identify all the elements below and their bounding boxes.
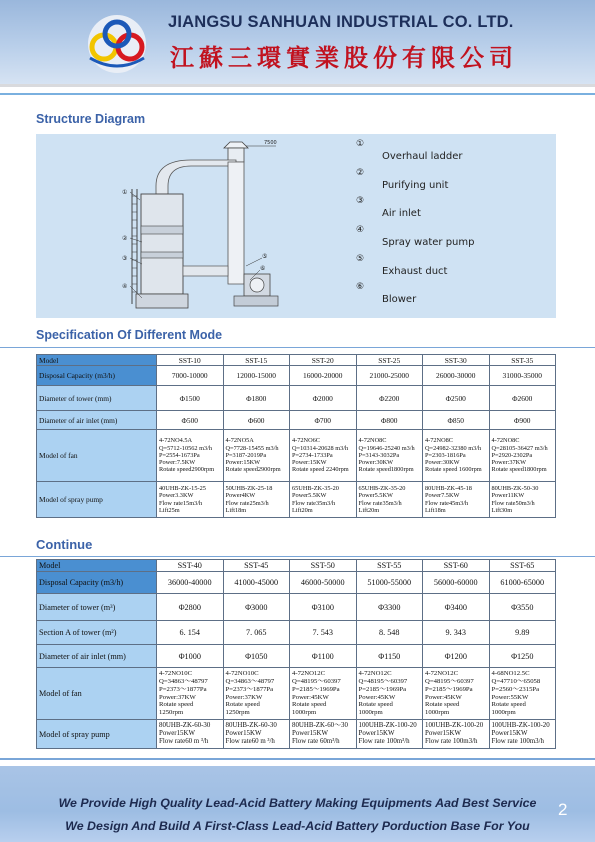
fan-line: Power:37KW	[491, 459, 527, 467]
pump-line: 65UHB-ZK-35-20	[292, 485, 339, 493]
fan-line: Q=34863～48797	[159, 677, 208, 685]
table-cell: 21000-25000	[356, 366, 423, 386]
fan-line: Power:55KW	[491, 693, 529, 701]
legend-item	[356, 195, 546, 224]
fan-line: Rotate speed	[159, 701, 194, 709]
fan-cell	[223, 430, 290, 482]
pump-line: 100UHB-ZK-100-20	[491, 722, 550, 729]
table-cell: 36000-40000	[157, 572, 224, 594]
table-cell: 31000-35000	[489, 366, 556, 386]
fan-line: 4-72NO8C	[491, 437, 520, 445]
fan-line: P=2920-2302Pa	[491, 451, 533, 459]
continue-title: Continue	[36, 537, 93, 552]
row-header-model: Model	[37, 560, 157, 572]
spec-rule	[0, 347, 595, 348]
pump-line: Lift20m	[292, 506, 313, 514]
fan-line: Power:7.5KW	[159, 459, 196, 467]
pump-line: Power7.5KW	[425, 492, 460, 500]
table-row	[37, 411, 556, 430]
table-cell: Φ3100	[290, 594, 357, 621]
fan-line: 4-72NO5A	[225, 437, 254, 445]
fan-cell	[489, 430, 556, 482]
fan-line: Q=48195～60397	[358, 677, 408, 685]
legend-item	[356, 167, 546, 196]
legend-number: ⑤	[356, 253, 365, 264]
table-row	[37, 572, 556, 594]
slogan-line-1: We Provide High Quality Lead-Acid Battery Making Equipments Aad Best Service	[58, 796, 537, 810]
pump-line: Power5.5KW	[292, 492, 327, 500]
table-cell: SST-60	[423, 560, 490, 572]
pump-line: Flow rate60 m ³/h	[159, 738, 209, 745]
table-cell: Φ1100	[290, 645, 357, 668]
pump-cell	[489, 482, 556, 518]
table-cell: Φ2600	[489, 386, 556, 411]
fan-line: Power:30KW	[425, 459, 460, 467]
fan-line: Q=10314-20628 m3/h	[292, 444, 349, 452]
fan-line: 4-72NO12C	[425, 670, 459, 678]
table-cell: SST-35	[489, 355, 556, 366]
fan-line: 1000rpm	[491, 709, 516, 717]
legend-number: ⑥	[356, 282, 365, 293]
fan-line: Q=48195～60397	[425, 677, 474, 685]
legend-item	[356, 253, 546, 282]
fan-cell	[290, 668, 357, 720]
pump-line: Flow rate50m3/h	[491, 499, 535, 507]
table-cell: SST-50	[290, 560, 357, 572]
company-logo	[84, 14, 150, 76]
pump-line: Lift20m	[358, 506, 380, 514]
table-cell: 12000-15000	[223, 366, 290, 386]
fan-line: P=2373～1877Pa	[225, 685, 274, 693]
pump-line: Power15KW	[159, 730, 195, 737]
fan-line: Power:45KW	[425, 693, 462, 701]
fan-line: Rotate speed2900rpm	[225, 466, 281, 474]
pump-line: Lift18m	[225, 506, 247, 514]
fan-line: Q=19646-25240 m3/h	[358, 444, 415, 452]
fan-line: Power:37KW	[225, 693, 263, 701]
fan-line: Rotate speed1800rpm	[358, 466, 414, 474]
legend-label: Spray water pump	[382, 237, 475, 249]
legend-number: ③	[356, 196, 365, 207]
legend-label: Exhaust duct	[382, 265, 448, 277]
table-row	[37, 482, 556, 518]
fan-line: 4-72NO10C	[225, 670, 259, 678]
pump-line: Flow rate 100m3/h	[491, 738, 544, 745]
table-cell: SST-40	[157, 560, 224, 572]
callout-2: ②	[122, 235, 128, 242]
table-cell: 16000-20000	[290, 366, 357, 386]
fan-line: Q=7728-15455 m3/h	[225, 444, 279, 452]
pump-cell	[223, 720, 290, 749]
row-header-section: Section A of tower (m²)	[37, 621, 157, 645]
table-cell: 41000-45000	[223, 572, 290, 594]
table-row	[37, 668, 556, 720]
table-cell: 9.89	[489, 621, 556, 645]
dimension-label: 7500	[264, 140, 277, 146]
fan-line: 1000rpm	[358, 709, 383, 717]
table-cell: 51000-55000	[356, 572, 423, 594]
fan-cell	[489, 668, 556, 720]
table-cell: Φ3550	[489, 594, 556, 621]
table-cell: Φ2000	[290, 386, 357, 411]
fan-line: P=2554-1673Pa	[159, 451, 200, 459]
fan-cell	[157, 430, 224, 482]
fan-line: Rotate speed1800rpm	[491, 466, 547, 474]
table-cell: 7. 543	[290, 621, 357, 645]
spec-table	[36, 354, 556, 518]
fan-line: 4-72NO4.5A	[159, 437, 193, 445]
legend-label: Blower	[382, 294, 417, 306]
table-cell: Φ500	[157, 411, 224, 430]
row-header-capacity: Disposal Capacity (m3/h)	[37, 572, 157, 594]
fan-line: Power:15KW	[292, 459, 327, 467]
fan-line: Rotate speed	[225, 701, 260, 709]
table-cell: Φ2500	[423, 386, 490, 411]
table-cell: Φ1200	[423, 645, 490, 668]
fan-line: Rotate speed 1600rpm	[425, 466, 482, 474]
fan-line: Rotate speed	[292, 701, 327, 709]
pump-line: Flow rate15m3/h	[159, 499, 203, 507]
fan-cell	[290, 430, 357, 482]
table-cell: Φ1250	[489, 645, 556, 668]
fan-line: Q=24982-32380 m3/h	[425, 444, 482, 452]
fan-cell	[423, 668, 490, 720]
row-header-tower: Diameter of tower (mm)	[37, 386, 157, 411]
table-cell: SST-45	[223, 560, 290, 572]
pump-line: 100UHB-ZK-100-20	[425, 722, 484, 729]
fan-line: P=2560～2315Pa	[491, 685, 540, 693]
fan-line: P=2185～1969Pa	[292, 685, 340, 693]
pump-line: Flow rate60 m ³/h	[225, 738, 275, 745]
fan-line: Q=28105-36427 m3/h	[491, 444, 548, 452]
fan-line: P=2303-1816Pa	[425, 451, 466, 459]
table-cell: 46000-50000	[290, 572, 357, 594]
fan-line: 4-72NO8C	[358, 437, 387, 445]
pump-line: Flow rate 60m³/h	[292, 738, 340, 745]
diagram-legend	[356, 138, 546, 310]
fan-line: 4-72NO8C	[425, 437, 453, 445]
fan-line: Power:37KW	[159, 693, 196, 701]
fan-line: 4-72NO12C	[292, 670, 326, 678]
company-name-english: JIANGSU SANHUAN INDUSTRIAL CO. LTD.	[168, 13, 514, 31]
structure-diagram-title: Structure Diagram	[36, 112, 146, 126]
pump-line: 40UHB-ZK-15-25	[159, 485, 206, 493]
callout-3: ③	[122, 255, 128, 262]
table-row	[37, 430, 556, 482]
table-cell: Φ1000	[157, 645, 224, 668]
pump-line: Power15KW	[292, 730, 328, 737]
row-header-model: Model	[37, 355, 157, 366]
table-cell: Φ1500	[157, 386, 224, 411]
callout-6: ⑥	[260, 265, 266, 272]
pump-line: 65UHB-ZK-35-20	[358, 485, 406, 493]
table-cell: SST-25	[356, 355, 423, 366]
table-row	[37, 645, 556, 668]
pump-cell	[157, 720, 224, 749]
fan-cell	[157, 668, 224, 720]
page-header	[0, 0, 595, 84]
table-cell: SST-20	[290, 355, 357, 366]
legend-label: Purifying unit	[382, 179, 449, 191]
pump-cell	[423, 720, 490, 749]
fan-line: Rotate speed 2240rpm	[292, 466, 349, 474]
callout-1: ①	[122, 189, 128, 196]
slogan-line-2: We Design And Build A First-Class Lead-Acid Battery Porduction Base For You	[65, 819, 530, 833]
pump-line: Flow rate 100m3/h	[425, 738, 478, 745]
pump-cell	[157, 482, 224, 518]
table-cell: SST-15	[223, 355, 290, 366]
table-cell: 6. 154	[157, 621, 224, 645]
company-name-chinese: 江蘇三環實業股份有限公司	[170, 43, 518, 72]
footer-rule	[0, 758, 595, 760]
row-header-fan: Model of fan	[37, 430, 157, 482]
pump-cell	[290, 482, 357, 518]
pump-line: 80UHB-ZK-60～30	[292, 722, 348, 729]
legend-label: Overhaul ladder	[382, 151, 463, 162]
fan-line: Rotate speed	[425, 701, 460, 709]
table-cell: Φ3400	[423, 594, 490, 621]
row-header-fan: Model of fan	[37, 668, 157, 720]
pump-line: 80UHB-ZK-60-30	[225, 722, 277, 729]
row-header-inlet: Diameter of air inlet (mm)	[37, 645, 157, 668]
fan-line: P=2734-1733Pa	[292, 451, 333, 459]
fan-line: Power:45KW	[292, 693, 329, 701]
pump-line: Flow rate45m3/h	[425, 499, 469, 507]
table-cell: 7. 065	[223, 621, 290, 645]
pump-line: Power5.5KW	[358, 492, 393, 500]
legend-label: Air inlet	[382, 208, 421, 220]
fan-line: P=2185～1969Pa	[358, 685, 407, 693]
table-cell: SST-30	[423, 355, 490, 366]
table-cell: Φ800	[356, 411, 423, 430]
pump-line: Power15KW	[491, 730, 528, 737]
fan-line: Q=5712-10562 m3/h	[159, 444, 213, 452]
table-cell: Φ2200	[356, 386, 423, 411]
legend-item	[356, 224, 546, 253]
fan-cell	[356, 668, 423, 720]
header-rule	[0, 93, 595, 95]
pump-line: Power3.3KW	[159, 492, 194, 500]
legend-number: ④	[356, 225, 365, 236]
pump-line: 50UHB-ZK-25-18	[225, 485, 273, 493]
table-cell: 61000-65000	[489, 572, 556, 594]
legend-number: ②	[356, 167, 365, 178]
specification-title: Specification Of Different Mode	[36, 328, 223, 342]
pump-line: Flow rate25m3/h	[225, 499, 269, 507]
pump-cell	[356, 720, 423, 749]
row-header-tower: Diameter of tower (m³)	[37, 594, 157, 621]
table-cell: 9. 343	[423, 621, 490, 645]
fan-cell	[356, 430, 423, 482]
table-row	[37, 720, 556, 749]
row-header-pump: Model of spray pump	[37, 720, 157, 749]
pump-line: Power15KW	[225, 730, 262, 737]
table-row	[37, 386, 556, 411]
table-cell: Φ2800	[157, 594, 224, 621]
table-row	[37, 366, 556, 386]
fan-line: 4-68NO12.5C	[491, 670, 530, 678]
table-cell: Φ1150	[356, 645, 423, 668]
fan-line: Power:30KW	[358, 459, 394, 467]
pump-line: Power4KW	[225, 492, 256, 500]
pump-line: 100UHB-ZK-100-20	[358, 722, 417, 729]
table-cell: Φ600	[223, 411, 290, 430]
pump-line: Power15KW	[358, 730, 395, 737]
fan-line: Q=34863～48797	[225, 677, 275, 685]
legend-number: ①	[356, 139, 365, 149]
legend-item	[356, 138, 546, 167]
fan-line: 1000rpm	[292, 709, 317, 717]
table-cell: Φ3300	[356, 594, 423, 621]
table-cell: Φ850	[423, 411, 490, 430]
fan-line: P=3143-3032Pa	[358, 451, 400, 459]
page-number: 2	[558, 800, 568, 819]
fan-cell	[223, 668, 290, 720]
pump-cell	[356, 482, 423, 518]
table-row	[37, 594, 556, 621]
table-cell: Φ900	[489, 411, 556, 430]
fan-line: Rotate speed2900rpm	[159, 466, 215, 474]
pump-cell	[423, 482, 490, 518]
continue-table	[36, 559, 556, 749]
table-cell: 56000-60000	[423, 572, 490, 594]
table-cell: Φ1800	[223, 386, 290, 411]
pump-line: Lift18m	[425, 506, 446, 514]
table-cell: Φ1050	[223, 645, 290, 668]
pump-line: Flow rate35m3/h	[358, 499, 402, 507]
pump-line: Lift30m	[491, 506, 513, 514]
pump-line: Flow rate35m3/h	[292, 499, 336, 507]
pump-cell	[223, 482, 290, 518]
row-header-capacity: Disposal Capacity (m3/h)	[37, 366, 157, 386]
table-cell: 8. 548	[356, 621, 423, 645]
table-row	[37, 621, 556, 645]
pump-cell	[290, 720, 357, 749]
legend-item	[356, 281, 546, 310]
fan-line: P=3187-2019Pa	[225, 451, 267, 459]
fan-line: Power:45KW	[358, 693, 396, 701]
table-cell: 26000-30000	[423, 366, 490, 386]
row-header-pump: Model of spray pump	[37, 482, 157, 518]
fan-line: Rotate speed	[491, 701, 526, 709]
pump-line: Flow rate 100m³/h	[358, 738, 410, 745]
pump-cell	[489, 720, 556, 749]
table-cell: SST-55	[356, 560, 423, 572]
pump-line: Lift25m	[159, 506, 180, 514]
fan-line: Rotate speed	[358, 701, 393, 709]
table-row	[37, 560, 556, 572]
pump-line: 80UHB-ZK-50-30	[491, 485, 539, 493]
fan-line: 4-72NO10C	[159, 670, 193, 678]
continue-rule	[0, 556, 595, 557]
fan-line: Q=48195～60397	[292, 677, 341, 685]
fan-line: Power:15KW	[225, 459, 261, 467]
table-cell: SST-65	[489, 560, 556, 572]
callout-4: ④	[122, 283, 128, 290]
fan-line: 1250rpm	[159, 709, 184, 717]
pump-line: 80UHB-ZK-45-18	[425, 485, 472, 493]
pump-line: Power11KW	[491, 492, 525, 500]
callout-5: ⑤	[262, 253, 268, 260]
table-cell: Φ3000	[223, 594, 290, 621]
fan-cell	[423, 430, 490, 482]
fan-line: 4-72NO12C	[358, 670, 392, 678]
table-cell: SST-10	[157, 355, 224, 366]
table-cell: 7000-10000	[157, 366, 224, 386]
table-row	[37, 355, 556, 366]
fan-line: Q=47710～65058	[491, 677, 541, 685]
header-divider	[0, 84, 595, 87]
fan-line: P=2373～1877Pa	[159, 685, 207, 693]
fan-line: 1250rpm	[225, 709, 250, 717]
fan-line: 4-72NO6C	[292, 437, 320, 445]
row-header-inlet: Diameter of air inlet (mm)	[37, 411, 157, 430]
fan-line: P=2185～1969Pa	[425, 685, 473, 693]
pump-line: Power15KW	[425, 730, 461, 737]
pump-line: 80UHB-ZK-60-30	[159, 722, 211, 729]
fan-line: 1000rpm	[425, 709, 450, 717]
table-cell: Φ700	[290, 411, 357, 430]
